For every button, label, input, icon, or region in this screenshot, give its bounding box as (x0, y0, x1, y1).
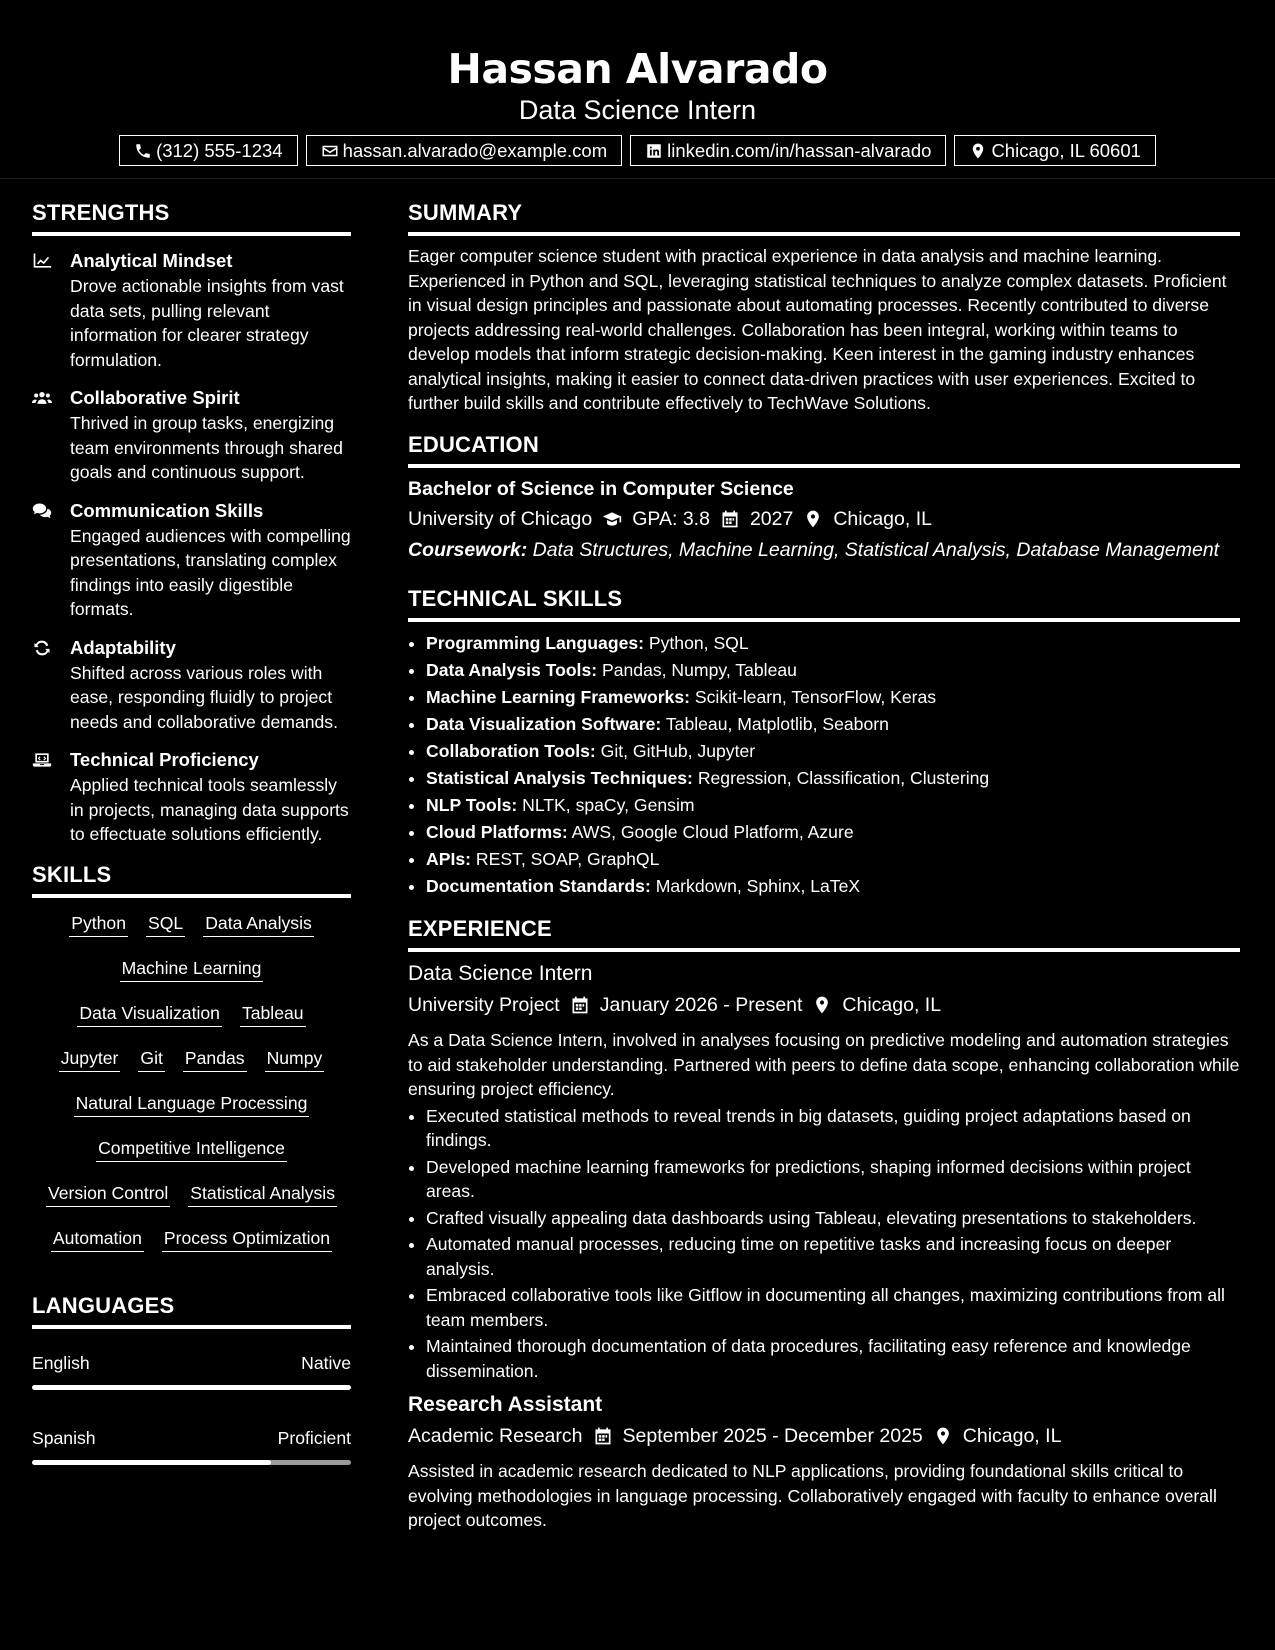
map-pin-icon (803, 509, 823, 529)
education-heading: EDUCATION (408, 430, 1240, 468)
list-item (426, 765, 1240, 792)
job-org: University Project (408, 994, 560, 1016)
list-item (426, 819, 1240, 846)
language-proficiency-fill (32, 1385, 351, 1390)
skill-tag: Pandas (183, 1046, 247, 1072)
skill-category: Statistical Analysis Techniques: (426, 768, 693, 788)
calendar-icon (570, 995, 590, 1015)
skills-row (32, 1046, 351, 1091)
language-level: Proficient (277, 1427, 351, 1448)
job-description: As a Data Science Intern, involved in analyses focusing on predictive modeling and automation strategies to aid stakeholder understanding. Partnered with peers to define data scope, enhancing collaboration while ensuring project efficiency. (408, 1030, 1240, 1099)
list-item (426, 630, 1240, 657)
skill-tag: SQL (146, 911, 185, 937)
chart-line-icon (32, 252, 52, 270)
contact-location-text: Chicago, IL 60601 (991, 140, 1141, 161)
skill-category: Documentation Standards: (426, 876, 651, 896)
skill-tag: Jupyter (59, 1046, 121, 1072)
job-dates: January 2026 - Present (599, 994, 803, 1016)
skill-tag: Git (138, 1046, 164, 1072)
coursework-list: Data Structures, Machine Learning, Statistical Analysis, Database Management (532, 538, 1220, 561)
skill-category: Collaboration Tools: (426, 741, 596, 761)
language-name: English (32, 1352, 90, 1373)
right-column (408, 198, 1240, 1533)
graduation-year: 2027 (749, 507, 794, 530)
skills-heading: SKILLS (32, 860, 351, 898)
coursework-label: Coursework: (408, 538, 528, 561)
strengths-heading: STRENGTHS (32, 198, 351, 236)
skill-tag: Data Visualization (77, 1001, 222, 1027)
language-row (32, 1426, 351, 1450)
resume-header (0, 0, 1275, 179)
contact-location (954, 135, 1155, 166)
gpa: GPA: 3.8 (632, 507, 710, 530)
skills-row (32, 1091, 351, 1136)
skill-category: Data Visualization Software: (426, 714, 662, 734)
candidate-title: Data Science Intern (518, 95, 757, 125)
list-item (426, 873, 1240, 900)
languages-list (32, 1351, 351, 1465)
list-item (426, 792, 1240, 819)
skill-category: NLP Tools: (426, 795, 518, 815)
list-item: • Automated manual processes, reducing time on repetitive tasks and increasing focus on deeper analysis. (426, 1232, 1240, 1281)
job-dates: September 2025 - December 2025 (622, 1425, 923, 1447)
skill-values: Tableau, Matplotlib, Seaborn (665, 714, 889, 734)
list-item: • Maintained thorough documentation of data procedures, facilitating easy reference and knowledge dissemination. (426, 1334, 1240, 1383)
skill-tag: Numpy (265, 1046, 325, 1072)
strength-title: Analytical Mindset (70, 250, 233, 271)
strength-title: Communication Skills (70, 499, 264, 521)
skill-category: Machine Learning Frameworks: (426, 687, 690, 707)
list-item: • Developed machine learning frameworks for predictions, shaping informed decisions within project areas. (426, 1155, 1240, 1204)
contact-email[interactable] (306, 135, 623, 166)
skill-values: Markdown, Sphinx, LaTeX (655, 876, 861, 896)
left-column (32, 198, 351, 1501)
contact-linkedin[interactable] (630, 135, 946, 166)
strength-desc: Engaged audiences with compelling presentations, translating complex findings into easily digestible formats. (70, 525, 351, 619)
skills-row (32, 1136, 351, 1181)
job-description: Assisted in academic research dedicated to NLP applications, providing foundational skills critical to evolving methodologies in language processing. Collaboratively engaged with faculty to enhance overall project outcomes. (408, 1461, 1217, 1530)
technical-skills-heading: TECHNICAL SKILLS (408, 584, 1240, 622)
map-pin-icon (933, 1426, 953, 1446)
job-location: Chicago, IL (962, 1425, 1062, 1447)
strength-desc: Thrived in group tasks, energizing team environments through shared goals and continuous support. (70, 413, 343, 482)
languages-heading: LANGUAGES (32, 1291, 351, 1329)
skills-row (32, 1226, 351, 1271)
skill-values: AWS, Google Cloud Platform, Azure (571, 822, 854, 842)
list-item: • Executed statistical methods to reveal trends in big datasets, guiding project adaptations based on findings. (426, 1104, 1240, 1153)
language-proficiency-bar (32, 1385, 351, 1390)
skill-values: Git, GitHub, Jupyter (600, 741, 756, 761)
strength-item (32, 635, 351, 735)
job-location: Chicago, IL (842, 994, 942, 1016)
strengths-list (32, 248, 351, 847)
skill-tag: Natural Language Processing (74, 1091, 310, 1117)
calendar-icon (593, 1426, 613, 1446)
education-meta (408, 504, 1240, 534)
skill-category: Data Analysis Tools: (426, 660, 598, 680)
skill-tag: Machine Learning (120, 956, 264, 982)
strength-desc: Shifted across various roles with ease, responding fluidly to project needs and collaborative demands. (70, 662, 338, 732)
candidate-name: Hassan Alvarado (447, 45, 828, 93)
job-org: Academic Research (408, 1425, 583, 1447)
map-pin-icon (812, 995, 832, 1015)
skill-tag: Process Optimization (162, 1226, 332, 1252)
skill-category: Programming Languages: (426, 633, 644, 653)
skill-tag: Automation (51, 1226, 144, 1252)
language-row (32, 1351, 351, 1375)
comments-icon (32, 502, 52, 520)
calendar-icon (720, 509, 740, 529)
skill-values: Scikit-learn, TensorFlow, Keras (694, 687, 937, 707)
skill-values: NLTK, spaCy, Gensim (522, 795, 695, 815)
contact-phone[interactable] (119, 135, 298, 166)
skill-values: Regression, Classification, Clustering (697, 768, 990, 788)
language-proficiency-fill (32, 1460, 271, 1465)
job-title: Research Assistant (408, 1393, 603, 1416)
skill-tag: Competitive Intelligence (96, 1136, 287, 1162)
strength-item (32, 248, 351, 372)
skills-row (32, 1181, 351, 1226)
skills-tags (32, 911, 351, 1271)
skill-tag: Tableau (240, 1001, 306, 1027)
skill-values: Pandas, Numpy, Tableau (601, 660, 797, 680)
skills-row (32, 911, 351, 956)
skill-category: Cloud Platforms: (426, 822, 568, 842)
users-icon (32, 389, 52, 407)
skill-tag: Python (69, 911, 128, 937)
skill-tag: Statistical Analysis (188, 1181, 337, 1207)
skills-row (32, 1001, 351, 1046)
sync-icon (32, 639, 52, 657)
list-item: • Embraced collaborative tools like Gitflow in documenting all changes, maximizing contributions from all team members. (426, 1283, 1240, 1332)
strength-item (32, 385, 351, 485)
summary-text: Eager computer science student with practical experience in data analysis and machine learning. Experienced in Python and SQL, leveraging statistical techniques to analyze complex datasets. Proficient in visual design principles and passionate about automating processes. Recently contributed to diverse projects addressing real-world challenges. Collaboration has been integral, working within teams to develop models that inform strategic decision-making. Keen interest in the gaming industry enhances analytical insights, making it easier to connect data-driven practices with user experiences. Excited to further build skills and contribute effectively to TechWave Solutions. (408, 246, 1227, 413)
map-pin-icon (969, 142, 987, 160)
language-proficiency-bar (32, 1460, 351, 1465)
linkedin-icon (645, 142, 663, 160)
list-item (426, 738, 1240, 765)
school-name: University of Chicago (408, 507, 593, 530)
skill-values: Python, SQL (648, 633, 749, 653)
envelope-icon (321, 142, 339, 160)
list-item (426, 684, 1240, 711)
list-item (426, 846, 1240, 873)
technical-skills-list (408, 630, 1240, 900)
experience-heading: EXPERIENCE (408, 914, 1240, 952)
list-item (426, 657, 1240, 684)
language-name: Spanish (32, 1427, 96, 1448)
list-item (426, 711, 1240, 738)
strength-item (32, 747, 351, 847)
laptop-code-icon (32, 751, 52, 769)
contact-bar (0, 135, 1275, 166)
graduation-cap-icon (602, 509, 622, 529)
contact-linkedin-text: linkedin.com/in/hassan-alvarado (667, 140, 932, 161)
phone-icon (134, 142, 152, 160)
strength-desc: Drove actionable insights from vast data sets, pulling relevant information for clearer strategy formulation. (70, 276, 344, 370)
job-bullets (408, 1104, 1240, 1384)
skill-tag: Version Control (46, 1181, 170, 1207)
strength-desc: Applied technical tools seamlessly in projects, managing data supports to effectuate solutions efficiently. (70, 775, 349, 844)
contact-phone-text: (312) 555-1234 (156, 140, 283, 161)
contact-email-text: hassan.alvarado@example.com (342, 140, 608, 161)
list-item: • Crafted visually appealing data dashboards using Tableau, elevating presentations to stakeholders. (426, 1206, 1240, 1231)
skill-tag: Data Analysis (203, 911, 314, 937)
job-title: Data Science Intern (408, 962, 593, 985)
degree-title: Bachelor of Science in Computer Science (408, 477, 794, 500)
strength-title: Adaptability (70, 636, 176, 658)
school-location: Chicago, IL (833, 507, 932, 530)
strength-item (32, 498, 351, 622)
job-meta (408, 1421, 1240, 1451)
strength-title: Technical Proficiency (70, 749, 259, 770)
language-level: Native (301, 1352, 351, 1373)
skill-category: APIs: (426, 849, 471, 869)
summary-heading: SUMMARY (408, 198, 1240, 236)
skill-values: REST, SOAP, GraphQL (475, 849, 660, 869)
skills-row (32, 956, 351, 1001)
job-meta (408, 990, 1240, 1020)
strength-title: Collaborative Spirit (70, 387, 240, 408)
coursework (408, 538, 1240, 563)
